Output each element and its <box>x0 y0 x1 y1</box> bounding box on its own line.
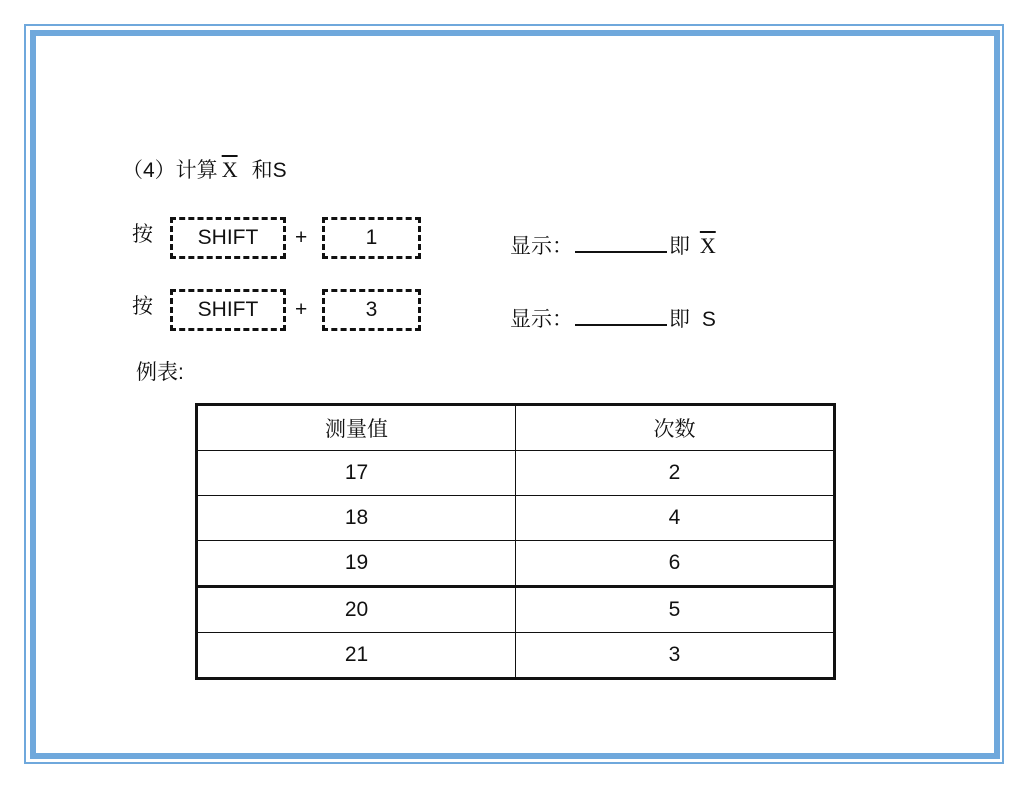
table-row <box>197 587 835 633</box>
cell-value: 21 <box>197 633 516 679</box>
key-3: 3 <box>322 289 421 331</box>
heading-prefix: （4）计算 <box>122 159 218 182</box>
display-line-sd <box>510 303 716 333</box>
cell-count: 4 <box>516 496 835 541</box>
cell-count: 5 <box>516 587 835 633</box>
example-label: 例表: <box>136 361 184 384</box>
plus-sign: + <box>295 226 308 249</box>
header-measured-value: 测量值 <box>197 405 516 451</box>
plus-sign: + <box>295 298 308 321</box>
cell-count: 6 <box>516 541 835 587</box>
s-symbol: S <box>701 308 716 331</box>
cell-value: 19 <box>197 541 516 587</box>
table-row <box>197 541 835 587</box>
x-bar-symbol: $\overline{X}$ <box>699 233 716 258</box>
display-label: 显示： <box>510 308 573 331</box>
key-1: 1 <box>322 217 421 259</box>
table-header-row <box>197 405 835 451</box>
meaning-label: 即 <box>669 308 690 331</box>
table-row <box>197 496 835 541</box>
cell-value: 20 <box>197 587 516 633</box>
press-label: 按 <box>132 295 153 318</box>
shift-key: SHIFT <box>170 217 286 259</box>
meaning-label: 即 <box>669 235 690 258</box>
display-label: 显示： <box>510 235 573 258</box>
x-bar-symbol: $\overline{X}$ <box>221 157 238 182</box>
answer-blank <box>575 233 667 253</box>
press-label: 按 <box>132 223 153 246</box>
display-line-mean <box>510 230 716 260</box>
cell-count: 2 <box>516 451 835 496</box>
table-row <box>197 451 835 496</box>
cell-value: 18 <box>197 496 516 541</box>
table-row <box>197 633 835 679</box>
heading-suffix: 和S <box>251 159 287 182</box>
answer-blank <box>575 306 667 326</box>
section-heading <box>122 154 287 184</box>
cell-count: 3 <box>516 633 835 679</box>
frequency-table <box>195 403 836 680</box>
cell-value: 17 <box>197 451 516 496</box>
shift-key: SHIFT <box>170 289 286 331</box>
header-count: 次数 <box>516 405 835 451</box>
